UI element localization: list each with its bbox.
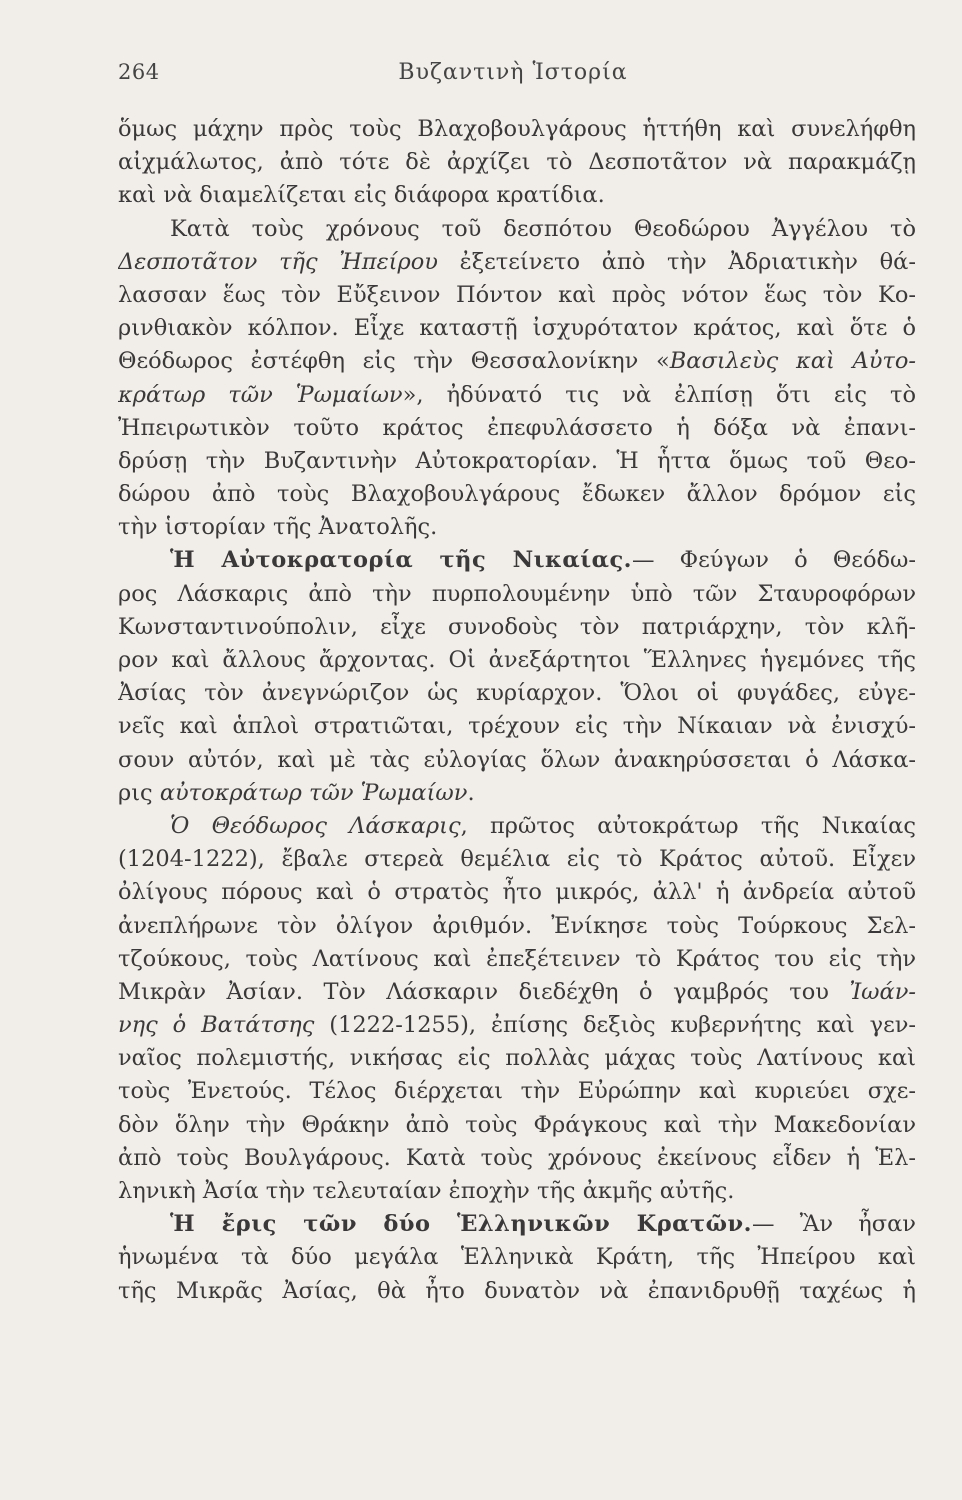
text-line: Ἀσίας τὸν ἀνεγνώριζον ὡς κυρίαρχον. Ὅλοι οἱ φυγάδες, εὐγε- xyxy=(118,680,916,707)
text-line: ὅμως μάχην πρὸς τοὺς Βλαχοβουλγάρους ἡττήθη καὶ συνελήφθη xyxy=(118,116,916,142)
text-line: ληνικὴ Ἀσία τὴν τελευταίαν ἐποχὴν τῆς ἀκμῆς αὐτῆς. xyxy=(118,1178,735,1204)
text-line: τοὺς Ἐνετούς. Τέλος διέρχεται τὴν Εὐρώπην καὶ κυριεύει σχε- xyxy=(118,1078,916,1105)
text-line xyxy=(118,1009,916,1042)
text-segment: , πρῶτος αὐτοκράτωρ τῆς Νικαίας xyxy=(460,812,916,839)
text-line: ἡνωμένα τὰ δύο μεγάλα Ἑλληνικὰ Κράτη, τῆς Ἠπείρου καὶ xyxy=(118,1244,916,1271)
text-line: νεῖς καὶ ἁπλοὶ στρατιῶται, τρέχουν εἰς τὴν Νίκαιαν νὰ ἐνισχύ- xyxy=(118,713,916,740)
text-line: Κατὰ τοὺς χρόνους τοῦ δεσπότου Θεοδώρου Ἀγγέλου τὸ xyxy=(170,215,916,242)
text-segment: Μικρὰν Ἀσίαν. Τὸν Λάσκαριν διεδέχθη ὁ γαμβρός του xyxy=(118,978,850,1005)
text-line: Κωνσταντινούπολιν, εἶχε συνοδοὺς τὸν πατριάρχην, τὸν κλῆ- xyxy=(118,613,916,640)
text-line: ρον καὶ ἄλλους ἄρχοντας. Οἱ ἀνεξάρτητοι Ἕλληνες ἡγεμόνες τῆς xyxy=(118,647,916,673)
italic-phrase: Βασιλεὺς καὶ Αὐτο- xyxy=(669,348,916,375)
text-segment: », ἠδύνατό τις νὰ ἐλπίσῃ ὅτι εἰς τὸ xyxy=(402,381,916,408)
text-segment: — Ἂν ἦσαν xyxy=(752,1211,916,1238)
running-title: Βυζαντινὴ Ἱστορία xyxy=(398,60,628,85)
text-line: ὀλίγους πόρους καὶ ὁ στρατὸς ἦτο μικρός, ἀλλ' ἡ ἀνδρεία αὐτοῦ xyxy=(118,879,916,906)
text-line xyxy=(118,246,916,279)
text-line: (1204-1222), ἔβαλε στερεὰ θεμέλια εἰς τὸ Κράτος αὐτοῦ. Εἶχεν xyxy=(118,846,916,873)
text-line xyxy=(118,345,916,378)
italic-phrase: Δεσποτᾶτον τῆς Ἠπείρου xyxy=(118,248,438,275)
text-segment: ρις xyxy=(118,779,160,806)
text-line: σουν αὐτόν, καὶ μὲ τὰς εὐλογίας ὅλων ἀνακηρύσσεται ὁ Λάσκα- xyxy=(118,746,916,773)
text-line: ρος Λάσκαρις ἀπὸ τὴν πυρπολουμένην ὑπὸ τῶν Σταυροφόρων xyxy=(118,580,916,607)
section-heading-line xyxy=(118,1208,916,1241)
text-segment: ἐξετείνετο ἀπὸ τὴν Ἀδριατικὴν θά- xyxy=(437,248,916,275)
section-heading: Ἡ Αὐτοκρατορία τῆς Νικαίας. xyxy=(170,547,632,574)
italic-phrase: Ἰωάν- xyxy=(849,978,916,1005)
text-line: τὴν ἱστορίαν τῆς Ἀνατολῆς. xyxy=(118,514,438,541)
text-line: ἀπὸ τοὺς Βουλγάρους. Κατὰ τοὺς χρόνους ἐκείνους εἶδεν ἡ Ἑλ- xyxy=(118,1144,916,1171)
text-line: Ἠπειρωτικὸν τοῦτο κράτος ἐπεφυλάσσετο ἡ δόξα νὰ ἐπανι- xyxy=(118,414,916,441)
text-line xyxy=(118,777,916,810)
page-header xyxy=(118,60,908,90)
italic-phrase: Ὁ Θεόδωρος Λάσκαρις xyxy=(170,812,461,839)
text-line xyxy=(118,810,916,843)
text-line: καὶ νὰ διαμελίζεται εἰς διάφορα κρατίδια. xyxy=(118,182,605,209)
text-line: δὸν ὅλην τὴν Θράκην ἀπὸ τοὺς Φράγκους καὶ τὴν Μακεδονίαν xyxy=(118,1111,916,1138)
section-heading-line xyxy=(118,544,916,577)
text-line: τῆς Μικρᾶς Ἀσίας, θὰ ἦτο δυνατὸν νὰ ἐπανιδρυθῇ ταχέως ἡ xyxy=(118,1277,916,1304)
section-heading: Ἡ ἔρις τῶν δύο Ἑλληνικῶν Κρατῶν. xyxy=(170,1211,753,1238)
text-line: αἰχμάλωτος, ἀπὸ τότε δὲ ἀρχίζει τὸ Δεσποτᾶτον νὰ παρακμάζῃ xyxy=(118,149,916,176)
text-line xyxy=(118,976,916,1009)
text-line xyxy=(118,379,916,412)
text-line: δώρου ἀπὸ τοὺς Βλαχοβουλγάρους ἔδωκεν ἄλλον δρόμον εἰς xyxy=(118,481,916,508)
italic-phrase: κράτωρ τῶν Ῥωμαίων xyxy=(118,381,403,408)
text-line: ναῖος πολεμιστής, νικήσας εἰς πολλὰς μάχας τοὺς Λατίνους καὶ xyxy=(118,1045,916,1072)
italic-phrase: νης ὁ Βατάτσης xyxy=(118,1012,315,1039)
text-line: τζούκους, τοὺς Λατίνους καὶ ἐπεξέτεινεν τὸ Κράτος του εἰς τὴν xyxy=(118,945,916,972)
text-segment: . xyxy=(467,779,475,806)
text-line: δρύσῃ τὴν Βυζαντινὴν Αὐτοκρατορίαν. Ἡ ἧττα ὅμως τοῦ Θεο- xyxy=(118,447,916,474)
body-text xyxy=(118,113,916,1308)
text-line: ἀνεπλήρωνε τὸν ὀλίγον ἀριθμόν. Ἐνίκησε τοὺς Τούρκους Σελ- xyxy=(118,912,916,939)
text-segment: Θεόδωρος ἐστέφθη εἰς τὴν Θεσσαλονίκην « xyxy=(118,348,670,375)
page-number: 264 xyxy=(118,60,160,84)
text-line: ρινθιακὸν κόλπον. Εἶχε καταστῇ ἰσχυρότατον κράτος, καὶ ὅτε ὁ xyxy=(118,315,916,342)
text-line: λασσαν ἕως τὸν Εὔξεινον Πόντον καὶ πρὸς νότον ἕως τὸν Κο- xyxy=(118,281,916,308)
text-segment: — Φεύγων ὁ Θεόδω- xyxy=(631,547,916,574)
italic-phrase: αὐτοκράτωρ τῶν Ῥωμαίων xyxy=(159,779,468,806)
text-segment: (1222-1255), ἐπίσης δεξιὸς κυβερνήτης καὶ γεν- xyxy=(314,1012,916,1039)
